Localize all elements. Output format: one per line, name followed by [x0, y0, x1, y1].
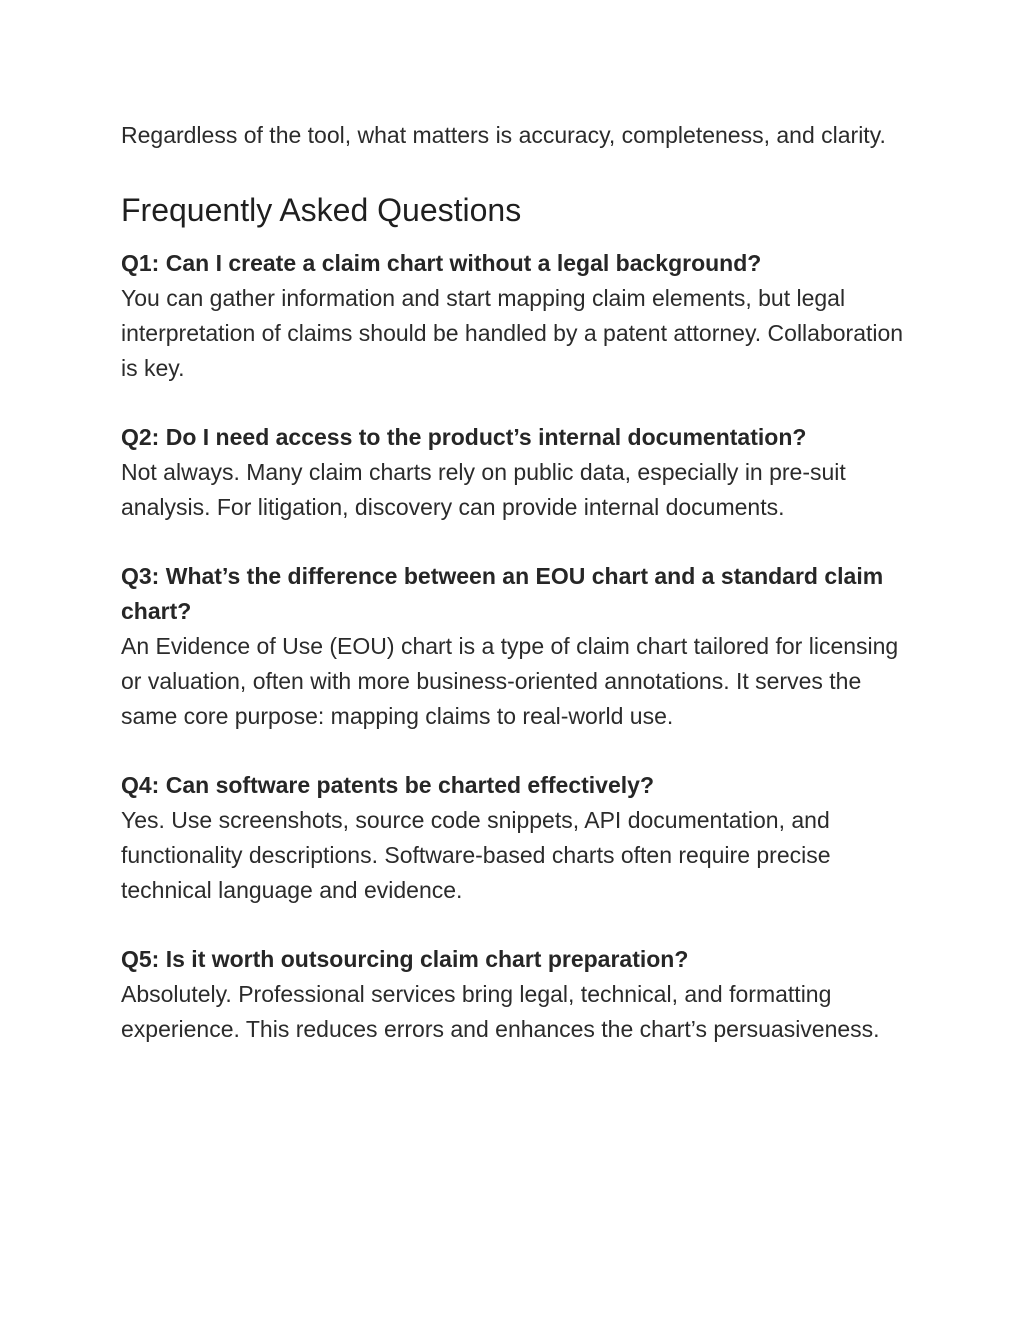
faq-question: Q1: Can I create a claim chart without a legal background? [121, 250, 762, 276]
faq-answer: Not always. Many claim charts rely on public data, especially in pre-suit analysis. For litigation, discovery can provide internal documents. [121, 459, 846, 520]
faq-answer: Yes. Use screenshots, source code snippets, API documentation, and functionality descriptions. Software-based charts often require precise technical language and evidence. [121, 807, 831, 903]
faq-heading: Frequently Asked Questions [121, 192, 522, 228]
faq-question: Q4: Can software patents be charted effectively? [121, 772, 654, 798]
faq-question: Q5: Is it worth outsourcing claim chart preparation? [121, 946, 689, 972]
document-page [121, 118, 911, 1081]
faq-answer: You can gather information and start mapping claim elements, but legal interpretation of claims should be handled by a patent attorney. Collaboration is key. [121, 285, 904, 381]
faq-answer: An Evidence of Use (EOU) chart is a type of claim chart tailored for licensing or valuation, often with more business-oriented annotations. It serves the same core purpose: mapping claims to real-world use. [121, 633, 899, 729]
faq-item-q2 [121, 420, 911, 525]
faq-item-q5 [121, 942, 911, 1047]
faq-answer: Absolutely. Professional services bring legal, technical, and formatting experience. This reduces errors and enhances the chart’s persuasiveness. [121, 981, 880, 1042]
faq-question: Q3: What’s the difference between an EOU chart and a standard claim chart? [121, 563, 884, 624]
faq-item-q1 [121, 246, 911, 386]
faq-list [121, 246, 911, 1047]
faq-item-q3 [121, 559, 911, 734]
faq-item-q4 [121, 768, 911, 908]
intro-paragraph: Regardless of the tool, what matters is accuracy, completeness, and clarity. [121, 122, 886, 148]
faq-question: Q2: Do I need access to the product’s internal documentation? [121, 424, 807, 450]
